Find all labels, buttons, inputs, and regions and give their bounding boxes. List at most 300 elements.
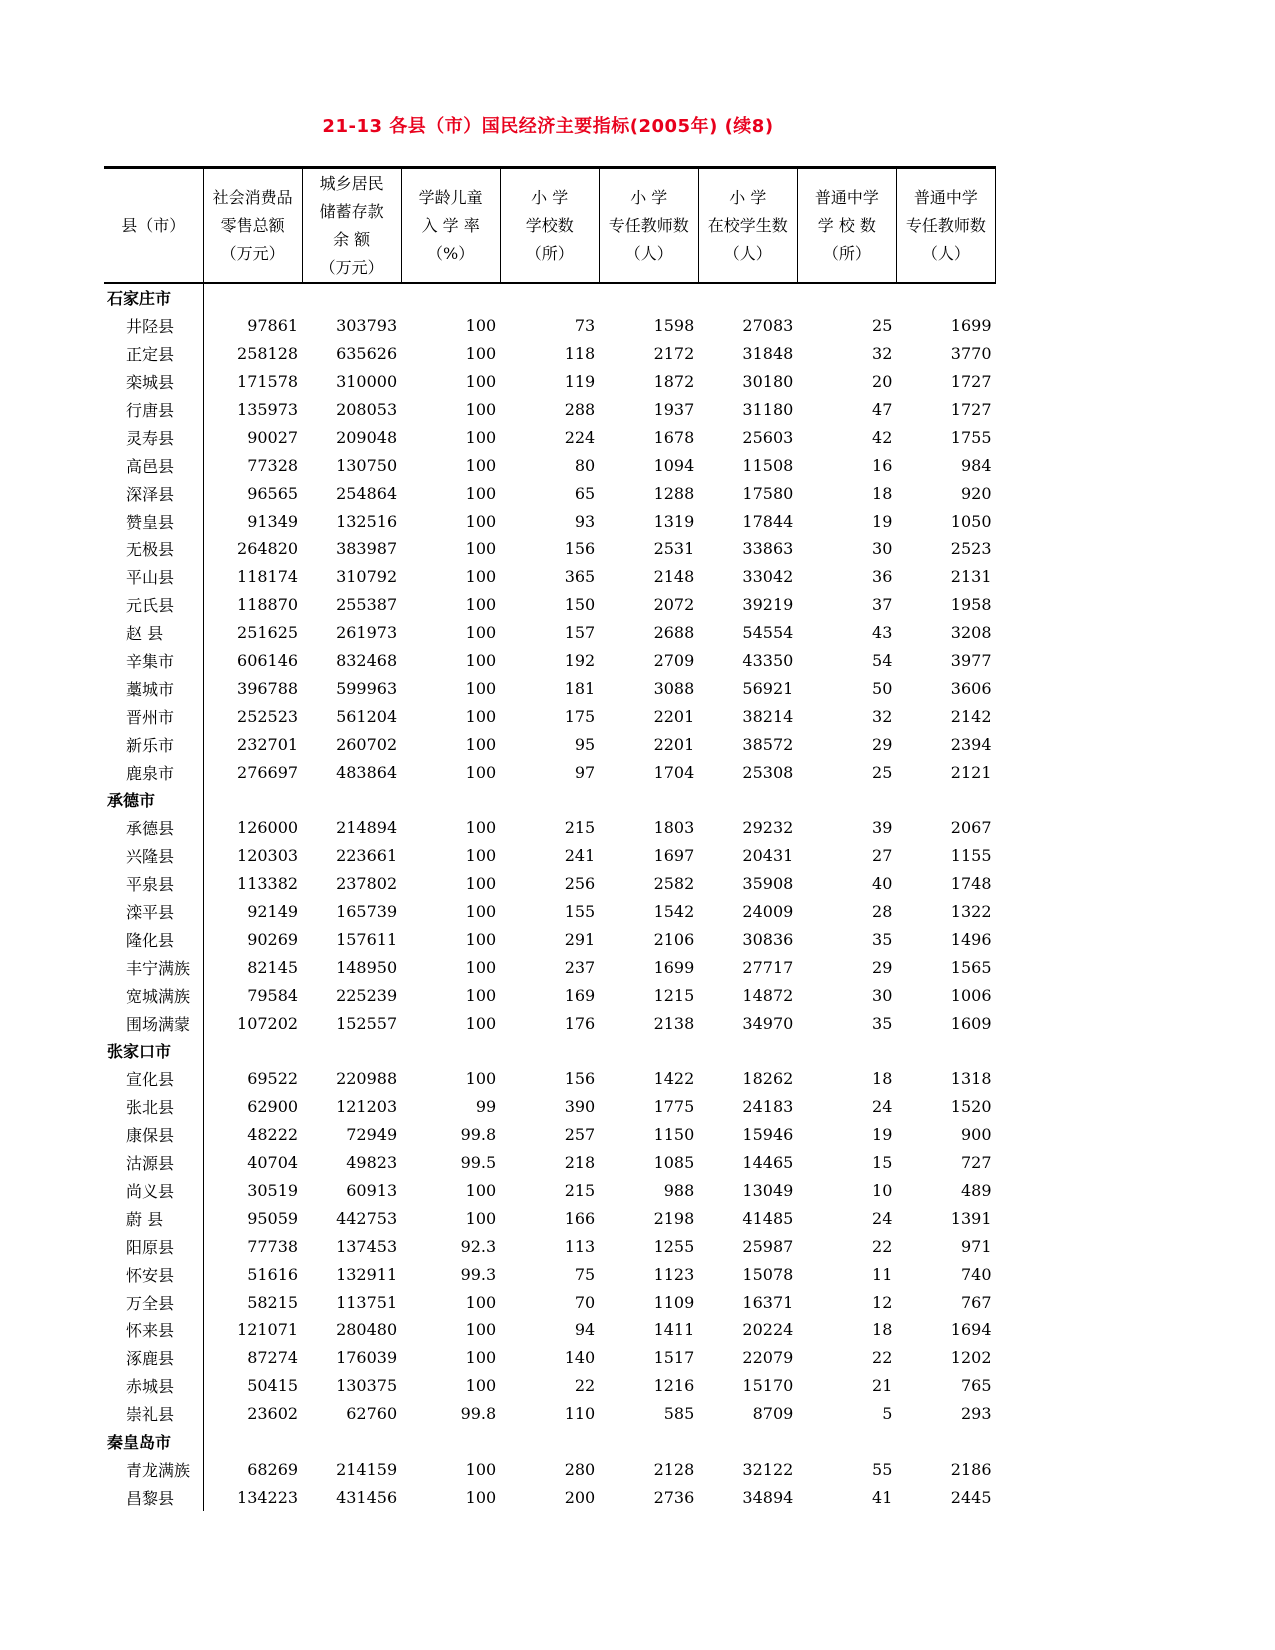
value-cell: 920 <box>960 483 992 503</box>
value-cell: 18 <box>872 483 893 503</box>
value-cell: 288 <box>564 400 596 419</box>
empty-cell <box>401 1428 500 1456</box>
value-cell: 93 <box>574 511 596 531</box>
value-cell: 166 <box>564 1208 596 1228</box>
value-cell: 276697 <box>237 762 299 782</box>
county-name: 怀来县 <box>104 1316 203 1344</box>
table-row <box>104 535 996 563</box>
value-cell: 2067 <box>950 818 992 838</box>
column-header-line: （所） <box>822 243 871 263</box>
value-cell: 241 <box>564 846 596 866</box>
value-cell: 77738 <box>247 1236 299 1256</box>
column-header-line: 小 学 <box>630 187 668 207</box>
value-cell: 99.8 <box>460 1404 497 1424</box>
column-header-line: （人） <box>723 243 772 263</box>
table-row <box>104 981 996 1009</box>
value-cell: 606146 <box>237 651 299 671</box>
value-cell: 30836 <box>742 929 794 949</box>
value-cell: 261973 <box>336 623 398 643</box>
value-cell: 1085 <box>653 1153 695 1173</box>
value-cell: 237 <box>564 957 596 977</box>
empty-cell <box>401 283 500 312</box>
value-cell: 765 <box>960 1376 992 1396</box>
value-cell: 2582 <box>653 874 695 894</box>
value-cell: 126000 <box>237 818 299 838</box>
value-cell: 97 <box>574 762 596 782</box>
value-cell: 118 <box>564 344 596 364</box>
value-cell: 118870 <box>237 595 299 615</box>
value-cell: 95 <box>574 734 596 754</box>
county-name: 昌黎县 <box>104 1483 203 1511</box>
empty-cell <box>797 283 896 312</box>
value-cell: 92149 <box>247 902 299 922</box>
value-cell: 169 <box>564 985 596 1005</box>
county-name: 承德县 <box>104 814 203 842</box>
value-cell: 727 <box>960 1153 992 1173</box>
table-row <box>104 1093 996 1121</box>
county-name: 赞皇县 <box>104 507 203 535</box>
city-group-row <box>104 1428 996 1456</box>
value-cell: 14465 <box>742 1153 794 1173</box>
value-cell: 150 <box>564 595 596 615</box>
table-row <box>104 730 996 758</box>
value-cell: 50 <box>872 678 893 698</box>
value-cell: 2531 <box>653 539 695 559</box>
value-cell: 82145 <box>247 957 299 977</box>
value-cell: 599963 <box>336 678 398 698</box>
value-cell: 100 <box>465 1180 497 1200</box>
city-name: 秦皇岛市 <box>104 1428 203 1456</box>
value-cell: 431456 <box>336 1487 398 1507</box>
value-cell: 1748 <box>950 874 992 894</box>
value-cell: 100 <box>465 929 497 949</box>
table-row <box>104 451 996 479</box>
value-cell: 1517 <box>653 1348 695 1368</box>
column-header-line: 储蓄存款 <box>319 201 384 221</box>
value-cell: 900 <box>960 1125 992 1145</box>
value-cell: 94 <box>574 1320 596 1340</box>
value-cell: 60913 <box>346 1180 398 1200</box>
value-cell: 635626 <box>336 344 398 364</box>
value-cell: 24009 <box>742 902 794 922</box>
column-header-line: 普通中学 <box>814 187 879 207</box>
empty-cell <box>797 1037 896 1065</box>
value-cell: 22 <box>872 1348 893 1368</box>
empty-cell <box>896 786 995 814</box>
value-cell: 1937 <box>653 400 695 419</box>
value-cell: 100 <box>465 1013 497 1033</box>
column-header-line: 入 学 率 <box>421 215 480 235</box>
value-cell: 90269 <box>247 929 299 949</box>
value-cell: 3606 <box>950 678 992 698</box>
value-cell: 218 <box>564 1153 596 1173</box>
value-cell: 16 <box>872 455 893 475</box>
column-header-line: 余 额 <box>333 229 371 249</box>
value-cell: 984 <box>960 455 992 475</box>
value-cell: 3977 <box>950 651 992 671</box>
value-cell: 75 <box>574 1264 596 1284</box>
empty-cell <box>302 283 401 312</box>
empty-cell <box>896 1037 995 1065</box>
value-cell: 1155 <box>950 846 992 866</box>
table-row <box>104 702 996 730</box>
value-cell: 100 <box>465 372 497 392</box>
county-name: 正定县 <box>104 340 203 368</box>
value-cell: 39 <box>872 818 893 838</box>
value-cell: 24 <box>872 1097 893 1117</box>
value-cell: 200 <box>564 1487 596 1507</box>
value-cell: 15078 <box>742 1264 794 1284</box>
value-cell: 99.3 <box>460 1264 497 1284</box>
value-cell: 100 <box>465 1459 497 1479</box>
value-cell: 19 <box>872 1125 893 1145</box>
empty-cell <box>401 786 500 814</box>
value-cell: 100 <box>465 1069 497 1089</box>
table-row <box>104 368 996 396</box>
value-cell: 33863 <box>742 539 794 559</box>
column-header-line: 专任教师数 <box>905 215 986 235</box>
value-cell: 17580 <box>742 483 794 503</box>
table-row <box>104 1344 996 1372</box>
value-cell: 5 <box>882 1404 893 1424</box>
value-cell: 3770 <box>950 344 992 364</box>
value-cell: 20224 <box>742 1320 794 1340</box>
value-cell: 156 <box>564 539 596 559</box>
value-cell: 1216 <box>653 1376 695 1396</box>
value-cell: 113 <box>564 1236 596 1256</box>
value-cell: 21 <box>872 1376 893 1396</box>
value-cell: 97861 <box>247 316 299 336</box>
value-cell: 383987 <box>336 539 398 559</box>
table-row <box>104 647 996 675</box>
column-header-line: （万元） <box>319 257 384 277</box>
value-cell: 100 <box>465 400 497 419</box>
county-name: 万全县 <box>104 1288 203 1316</box>
county-name: 沽源县 <box>104 1149 203 1177</box>
value-cell: 22 <box>872 1236 893 1256</box>
value-cell: 32 <box>872 344 893 364</box>
value-cell: 100 <box>465 1208 497 1228</box>
table-row <box>104 1372 996 1400</box>
value-cell: 113751 <box>336 1292 398 1312</box>
table-row <box>104 619 996 647</box>
empty-cell <box>797 786 896 814</box>
city-name: 承德市 <box>104 786 203 814</box>
empty-cell <box>698 1037 797 1065</box>
value-cell: 34970 <box>742 1013 794 1033</box>
value-cell: 118174 <box>237 567 299 587</box>
value-cell: 37 <box>872 595 893 615</box>
column-header-line: （人） <box>624 243 673 263</box>
value-cell: 1958 <box>950 595 992 615</box>
value-cell: 215 <box>564 1180 596 1200</box>
value-cell: 2394 <box>950 734 992 754</box>
value-cell: 77328 <box>247 455 299 475</box>
column-header-line: 小 学 <box>531 187 569 207</box>
county-name: 宽城满族 <box>104 981 203 1009</box>
value-cell: 225239 <box>336 985 398 1005</box>
value-cell: 2523 <box>950 539 992 559</box>
value-cell: 72949 <box>346 1125 398 1145</box>
value-cell: 30 <box>872 539 893 559</box>
empty-cell <box>896 283 995 312</box>
value-cell: 155 <box>564 902 596 922</box>
value-cell: 24 <box>872 1208 893 1228</box>
value-cell: 1202 <box>950 1348 992 1368</box>
value-cell: 10 <box>872 1180 893 1200</box>
empty-cell <box>203 283 302 312</box>
value-cell: 100 <box>465 483 497 503</box>
county-name: 平山县 <box>104 563 203 591</box>
value-cell: 35 <box>872 1013 893 1033</box>
value-cell: 483864 <box>336 762 398 782</box>
value-cell: 19 <box>872 511 893 531</box>
value-cell: 1727 <box>950 372 992 392</box>
value-cell: 215 <box>564 818 596 838</box>
table-body <box>104 283 996 1511</box>
table-row <box>104 1009 996 1037</box>
empty-cell <box>599 786 698 814</box>
value-cell: 1255 <box>653 1236 695 1256</box>
value-cell: 365 <box>564 567 596 587</box>
table-row <box>104 1177 996 1205</box>
value-cell: 32 <box>872 706 893 726</box>
value-cell: 1322 <box>950 902 992 922</box>
empty-cell <box>599 1037 698 1065</box>
column-header-line: 零售总额 <box>220 215 285 235</box>
value-cell: 1755 <box>950 427 992 447</box>
value-cell: 310792 <box>336 567 398 587</box>
value-cell: 1803 <box>653 818 695 838</box>
table-row <box>104 1121 996 1149</box>
value-cell: 2198 <box>653 1208 695 1228</box>
value-cell: 1542 <box>653 902 695 922</box>
county-name: 涿鹿县 <box>104 1344 203 1372</box>
value-cell: 100 <box>465 344 497 364</box>
value-cell: 48222 <box>247 1125 299 1145</box>
value-cell: 100 <box>465 902 497 922</box>
value-cell: 99.5 <box>460 1153 497 1173</box>
value-cell: 251625 <box>237 623 299 643</box>
value-cell: 181 <box>564 678 596 698</box>
value-cell: 27083 <box>742 316 794 336</box>
value-cell: 1319 <box>653 511 695 531</box>
value-cell: 11 <box>872 1264 893 1284</box>
value-cell: 135973 <box>237 400 299 419</box>
value-cell: 2128 <box>653 1459 695 1479</box>
value-cell: 176 <box>564 1013 596 1033</box>
value-cell: 2201 <box>653 706 695 726</box>
value-cell: 29232 <box>742 818 794 838</box>
value-cell: 132911 <box>336 1264 398 1284</box>
value-cell: 18262 <box>742 1069 794 1089</box>
column-header-2 <box>302 168 401 284</box>
value-cell: 38214 <box>742 706 794 726</box>
value-cell: 16371 <box>742 1292 794 1312</box>
empty-cell <box>797 1428 896 1456</box>
value-cell: 55 <box>872 1459 893 1479</box>
column-header-line: 普通中学 <box>913 187 978 207</box>
value-cell: 15946 <box>742 1125 794 1145</box>
value-cell: 1598 <box>653 316 695 336</box>
value-cell: 767 <box>960 1292 992 1312</box>
value-cell: 130750 <box>336 455 398 475</box>
city-group-row <box>104 786 996 814</box>
value-cell: 176039 <box>336 1348 398 1368</box>
value-cell: 2072 <box>653 595 695 615</box>
value-cell: 100 <box>465 1487 497 1507</box>
empty-cell <box>302 1037 401 1065</box>
value-cell: 1694 <box>950 1320 992 1340</box>
column-header-6 <box>698 168 797 284</box>
value-cell: 2148 <box>653 567 695 587</box>
column-header-1 <box>203 168 302 284</box>
empty-cell <box>698 786 797 814</box>
value-cell: 15 <box>872 1153 893 1173</box>
empty-cell <box>698 283 797 312</box>
value-cell: 3208 <box>950 623 992 643</box>
value-cell: 220988 <box>336 1069 398 1089</box>
value-cell: 24183 <box>742 1097 794 1117</box>
table-row <box>104 898 996 926</box>
value-cell: 192 <box>564 651 596 671</box>
page-title: 21-13 各县（市）国民经济主要指标(2005年) (续8) <box>322 116 774 137</box>
column-header-8 <box>896 168 995 284</box>
table-row <box>104 1204 996 1232</box>
value-cell: 58215 <box>247 1292 299 1312</box>
column-header-line: （人） <box>921 243 970 263</box>
value-cell: 23602 <box>247 1404 299 1424</box>
table-row <box>104 1316 996 1344</box>
column-header-line: 学 校 数 <box>817 215 876 235</box>
value-cell: 224 <box>564 427 596 447</box>
value-cell: 1697 <box>653 846 695 866</box>
value-cell: 310000 <box>336 372 398 392</box>
value-cell: 56921 <box>742 678 794 698</box>
value-cell: 35908 <box>742 874 794 894</box>
table-row <box>104 1455 996 1483</box>
empty-cell <box>896 1428 995 1456</box>
value-cell: 171578 <box>237 372 299 392</box>
table-row <box>104 1065 996 1093</box>
county-name: 深泽县 <box>104 479 203 507</box>
value-cell: 95059 <box>247 1208 299 1228</box>
value-cell: 99.8 <box>460 1125 497 1145</box>
value-cell: 264820 <box>237 539 299 559</box>
value-cell: 100 <box>465 762 497 782</box>
empty-cell <box>500 786 599 814</box>
table-row <box>104 1149 996 1177</box>
value-cell: 8709 <box>752 1404 794 1424</box>
value-cell: 36 <box>872 567 893 587</box>
value-cell: 28 <box>872 902 893 922</box>
table-row <box>104 870 996 898</box>
value-cell: 1609 <box>950 1013 992 1033</box>
value-cell: 119 <box>564 372 596 392</box>
value-cell: 157611 <box>336 929 398 949</box>
value-cell: 100 <box>465 874 497 894</box>
empty-cell <box>302 786 401 814</box>
county-name: 尚义县 <box>104 1177 203 1205</box>
value-cell: 121071 <box>237 1320 299 1340</box>
value-cell: 1496 <box>950 929 992 949</box>
value-cell: 100 <box>465 678 497 698</box>
value-cell: 2709 <box>653 651 695 671</box>
county-name: 井陉县 <box>104 312 203 340</box>
table-row <box>104 507 996 535</box>
column-header-line: 城乡居民 <box>319 173 384 193</box>
value-cell: 1006 <box>950 985 992 1005</box>
value-cell: 1872 <box>653 372 695 392</box>
value-cell: 1727 <box>950 400 992 419</box>
value-cell: 134223 <box>237 1487 299 1507</box>
column-header-line: 小 学 <box>729 187 767 207</box>
city-group-row <box>104 283 996 312</box>
value-cell: 1422 <box>653 1069 695 1089</box>
value-cell: 100 <box>465 316 497 336</box>
value-cell: 585 <box>663 1404 695 1424</box>
value-cell: 165739 <box>336 902 398 922</box>
city-group-row <box>104 1037 996 1065</box>
county-name: 元氏县 <box>104 591 203 619</box>
value-cell: 34894 <box>742 1487 794 1507</box>
indicator-table <box>104 166 996 1511</box>
value-cell: 2138 <box>653 1013 695 1033</box>
empty-cell <box>599 1428 698 1456</box>
value-cell: 22 <box>574 1376 596 1396</box>
value-cell: 832468 <box>336 651 398 671</box>
value-cell: 99 <box>475 1097 497 1117</box>
value-cell: 100 <box>465 595 497 615</box>
value-cell: 62760 <box>346 1404 398 1424</box>
value-cell: 1150 <box>653 1125 695 1145</box>
value-cell: 100 <box>465 957 497 977</box>
table-row <box>104 479 996 507</box>
county-name: 怀安县 <box>104 1260 203 1288</box>
value-cell: 100 <box>465 846 497 866</box>
value-cell: 130375 <box>336 1376 398 1396</box>
table-row <box>104 1483 996 1511</box>
value-cell: 91349 <box>247 511 299 531</box>
value-cell: 25987 <box>742 1236 794 1256</box>
value-cell: 100 <box>465 567 497 587</box>
value-cell: 1050 <box>950 511 992 531</box>
county-name: 兴隆县 <box>104 842 203 870</box>
value-cell: 25 <box>872 316 893 336</box>
county-name: 隆化县 <box>104 925 203 953</box>
value-cell: 1318 <box>950 1069 992 1089</box>
county-name: 行唐县 <box>104 396 203 424</box>
county-name: 灵寿县 <box>104 423 203 451</box>
value-cell: 100 <box>465 706 497 726</box>
value-cell: 120303 <box>237 846 299 866</box>
value-cell: 1520 <box>950 1097 992 1117</box>
county-name: 赤城县 <box>104 1372 203 1400</box>
table-row <box>104 1260 996 1288</box>
value-cell: 110 <box>564 1404 596 1424</box>
value-cell: 254864 <box>336 483 398 503</box>
value-cell: 257 <box>564 1125 596 1145</box>
value-cell: 69522 <box>247 1069 299 1089</box>
value-cell: 11508 <box>742 455 794 475</box>
value-cell: 100 <box>465 734 497 754</box>
value-cell: 157 <box>564 623 596 643</box>
value-cell: 152557 <box>336 1013 398 1033</box>
value-cell: 1704 <box>653 762 695 782</box>
value-cell: 40 <box>872 874 893 894</box>
value-cell: 107202 <box>237 1013 299 1033</box>
column-header-line: （%） <box>427 243 475 263</box>
